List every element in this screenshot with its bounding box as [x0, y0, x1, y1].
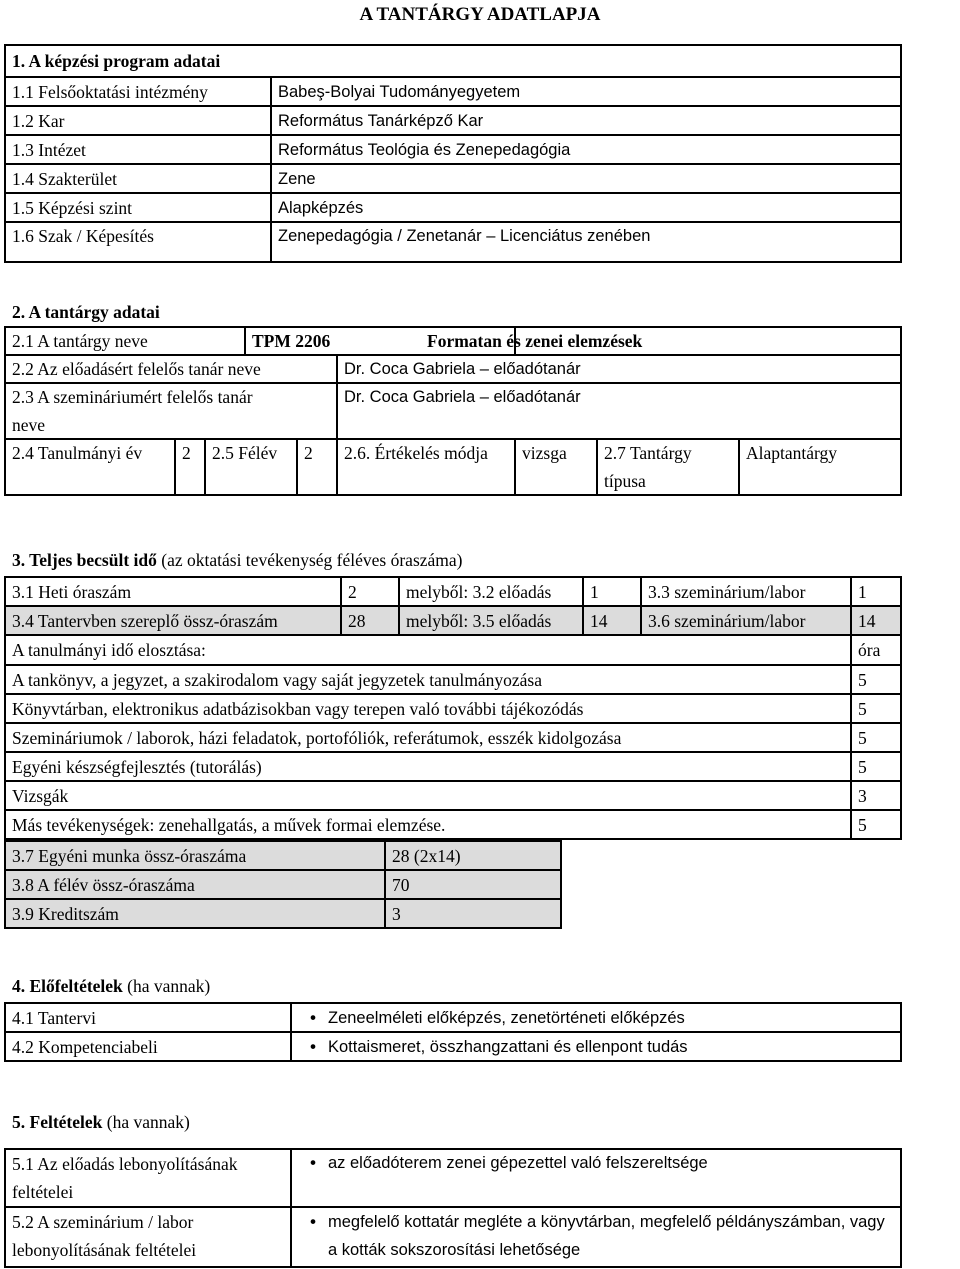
row-value: Református Teológia és Zenepedagógia [271, 135, 901, 164]
activity-label: Más tevékenységek: zenehallgatás, a művek formai elemzése. [5, 810, 851, 839]
condition-value-cell [291, 1149, 901, 1207]
row-value: Alapképzés [271, 193, 901, 222]
conditions-table [4, 1148, 902, 1268]
weekly-of-which-label: melyből: 3.2 előadás [399, 577, 583, 606]
row-value: Zenepedagógia / Zenetanár – Licenciátus zenében [271, 222, 901, 262]
section3-heading-bold: 3. Teljes becsült idő [12, 550, 157, 570]
activity-hours: 3 [851, 781, 901, 810]
activity-label: Egyéni készségfejlesztés (tutorálás) [5, 752, 851, 781]
seminar-teacher-label-line1: 2.3 A szemináriumért felelős tanár [12, 387, 253, 407]
time-table [4, 576, 902, 840]
document-title: A TANTÁRGY ADATLAPJA [359, 4, 601, 25]
course-type-value: Alaptantárgy [739, 439, 901, 495]
prereq-label: 4.1 Tantervi [5, 1003, 291, 1032]
row-label: 1.5 Képzési szint [5, 193, 271, 222]
section4-heading [12, 976, 210, 997]
distribution-unit: óra [851, 635, 901, 665]
evaluation-label: 2.6. Értékelés módja [337, 439, 515, 495]
condition-value: az előadóterem zenei gépezettel való felszereltsége [328, 1154, 708, 1172]
activity-hours: 5 [851, 723, 901, 752]
evaluation-value: vizsga [515, 439, 597, 495]
course-type-label-line1: 2.7 Tantárgy [604, 443, 692, 463]
condition-value-cell [291, 1207, 901, 1267]
weekly-hours-total: 2 [341, 577, 399, 606]
prereq-value-cell [291, 1003, 901, 1032]
credits-label: 3.9 Kreditszám [5, 899, 385, 928]
weekly-seminar-hours: 1 [851, 577, 901, 606]
semester-label: 2.5 Félév [205, 439, 297, 495]
curriculum-lecture-hours: 14 [583, 606, 641, 635]
curriculum-hours-total: 28 [341, 606, 399, 635]
section1-heading: 1. A képzési program adatai [5, 45, 901, 77]
bullet-icon: • [310, 1154, 316, 1172]
weekly-hours-label: 3.1 Heti óraszám [5, 577, 341, 606]
individual-work-value: 28 (2x14) [385, 841, 561, 870]
curriculum-seminar-label: 3.6 szeminárium/labor [641, 606, 851, 635]
course-code: TPM 2206 [245, 327, 515, 355]
row-value: Református Tanárképző Kar [271, 106, 901, 135]
condition-label: 5.1 Az előadás lebonyolításának feltételei [5, 1149, 291, 1207]
activity-label: Szemináriumok / laborok, házi feladatok, portofóliók, referátumok, esszék kidolgozása [5, 723, 851, 752]
weekly-lecture-hours: 1 [583, 577, 641, 606]
individual-work-label: 3.7 Egyéni munka össz-óraszáma [5, 841, 385, 870]
prereq-value: Kottaismeret, összhangzattani és ellenpont tudás [328, 1037, 688, 1056]
condition-value: megfelelő kottatár megléte a könyvtárban, megfelelő példányszámban, vagy a kották sokszorosítási lehetősége [328, 1213, 885, 1259]
section4-heading-rest: (ha vannak) [122, 976, 211, 996]
semester-value: 2 [297, 439, 337, 495]
activity-hours: 5 [851, 810, 901, 839]
semester-hours-label: 3.8 A félév össz-óraszáma [5, 870, 385, 899]
row-label: 1.6 Szak / Képesítés [5, 222, 271, 262]
semester-hours-value: 70 [385, 870, 561, 899]
course-name-label: 2.1 A tantárgy neve [5, 327, 245, 355]
course-data-table [4, 326, 902, 496]
section5-heading-rest: (ha vannak) [102, 1112, 190, 1132]
seminar-teacher-label-line2: neve [12, 415, 46, 435]
row-label: 1.1 Felsőoktatási intézmény [5, 77, 271, 106]
credits-value: 3 [385, 899, 561, 928]
bullet-icon: • [310, 1213, 316, 1231]
distribution-label: A tanulmányi idő elosztása: [5, 635, 851, 665]
prerequisites-table [4, 1002, 902, 1062]
row-label: 1.2 Kar [5, 106, 271, 135]
study-year-label: 2.4 Tanulmányi év [5, 439, 175, 495]
lecturer-name: Dr. Coca Gabriela – előadótanár [337, 355, 901, 383]
prereq-value-cell [291, 1032, 901, 1061]
lecturer-label: 2.2 Az előadásért felelős tanár neve [5, 355, 337, 383]
section3-heading [12, 550, 463, 571]
prereq-value: Zeneelméleti előképzés, zenetörténeti előképzés [328, 1008, 685, 1027]
curriculum-seminar-hours: 14 [851, 606, 901, 635]
bullet-icon: • [310, 1037, 316, 1056]
totals-table [4, 840, 562, 929]
row-label: 1.4 Szakterület [5, 164, 271, 193]
curriculum-hours-label: 3.4 Tantervben szereplő össz-óraszám [5, 606, 341, 635]
activity-label: A tankönyv, a jegyzet, a szakirodalom vagy saját jegyzetek tanulmányozása [5, 665, 851, 694]
study-year-value: 2 [175, 439, 205, 495]
seminar-teacher-label [5, 383, 337, 439]
section3-heading-rest: (az oktatási tevékenység féléves óraszáma) [156, 550, 463, 570]
course-type-label-line2: típusa [604, 471, 646, 491]
activity-hours: 5 [851, 694, 901, 723]
program-data-table [4, 44, 902, 263]
section2-heading: 2. A tantárgy adatai [12, 302, 160, 322]
row-label: 1.3 Intézet [5, 135, 271, 164]
condition-label: 5.2 A szeminárium / labor lebonyolításának feltételei [5, 1207, 291, 1267]
bullet-icon: • [310, 1008, 316, 1027]
row-value: Babeş-Bolyai Tudományegyetem [271, 77, 901, 106]
activity-hours: 5 [851, 665, 901, 694]
section5-heading [12, 1112, 190, 1133]
section5-heading-bold: 5. Feltételek [12, 1112, 103, 1132]
course-name: Formatan és zenei elemzések [420, 327, 806, 355]
weekly-seminar-label: 3.3 szeminárium/labor [641, 577, 851, 606]
activity-hours: 5 [851, 752, 901, 781]
activity-label: Vizsgák [5, 781, 851, 810]
seminar-teacher-name: Dr. Coca Gabriela – előadótanár [337, 383, 901, 439]
section4-heading-bold: 4. Előfeltételek [12, 976, 123, 996]
curriculum-of-which-label: melyből: 3.5 előadás [399, 606, 583, 635]
row-value: Zene [271, 164, 901, 193]
prereq-label: 4.2 Kompetenciabeli [5, 1032, 291, 1061]
course-type-label [597, 439, 739, 495]
activity-label: Könyvtárban, elektronikus adatbázisokban vagy terepen való további tájékozódás [5, 694, 851, 723]
